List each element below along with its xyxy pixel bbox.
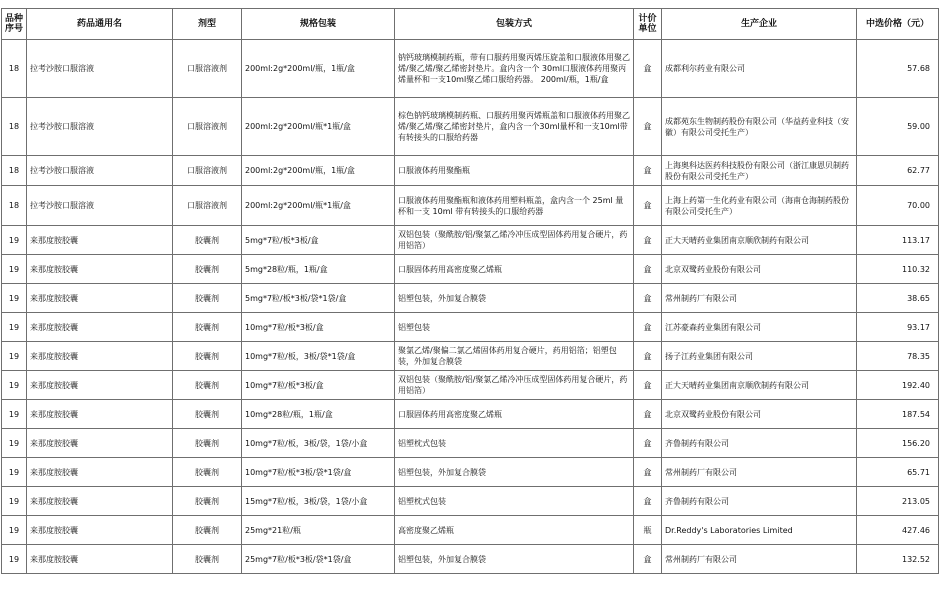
table-row [2,545,939,574]
cell-seq: 19 [2,545,27,574]
cell-unit: 盒 [634,342,662,371]
cell-form: 胶囊剂 [173,342,242,371]
cell-price: 213.05 [857,487,939,516]
header-name: 药品通用名 [27,9,173,40]
cell-name: 来那度胺胶囊 [27,342,173,371]
cell-name: 来那度胺胶囊 [27,313,173,342]
cell-pack: 钠钙玻璃模制药瓶，带有口服药用聚丙烯压旋盖和口服液体用聚乙烯/聚乙烯/聚乙烯密封垫片。盒内含一个 30ml口服液体药用聚丙烯量杯和一支10ml聚乙烯口服给药器。 200ml/瓶，1瓶/盒 [395,40,634,98]
cell-pack: 口服固体药用高密度聚乙烯瓶 [395,255,634,284]
cell-unit: 盒 [634,255,662,284]
cell-unit: 瓶 [634,516,662,545]
cell-form: 胶囊剂 [173,516,242,545]
cell-name: 来那度胺胶囊 [27,545,173,574]
cell-maker: 齐鲁制药有限公司 [662,429,857,458]
cell-seq: 19 [2,371,27,400]
cell-price: 187.54 [857,400,939,429]
cell-name: 来那度胺胶囊 [27,400,173,429]
cell-maker: 北京双鹭药业股份有限公司 [662,400,857,429]
cell-form: 胶囊剂 [173,487,242,516]
cell-form: 胶囊剂 [173,371,242,400]
cell-maker: 江苏豪森药业集团有限公司 [662,313,857,342]
cell-pack: 铝塑枕式包装 [395,487,634,516]
cell-price: 70.00 [857,186,939,226]
cell-pack: 铝塑包装，外加复合膜袋 [395,284,634,313]
cell-unit: 盒 [634,545,662,574]
cell-form: 口服溶液剂 [173,40,242,98]
cell-seq: 18 [2,98,27,156]
cell-unit: 盒 [634,371,662,400]
cell-form: 胶囊剂 [173,313,242,342]
table-body [2,40,939,574]
cell-maker: 成都利尔药业有限公司 [662,40,857,98]
cell-name: 来那度胺胶囊 [27,226,173,255]
cell-price: 62.77 [857,156,939,186]
cell-maker: 上海奥科达医药科技股份有限公司（浙江康恩贝制药股份有限公司受托生产） [662,156,857,186]
cell-price: 156.20 [857,429,939,458]
table-row [2,98,939,156]
table-row [2,516,939,545]
table-row [2,186,939,226]
cell-unit: 盒 [634,487,662,516]
cell-spec: 200ml:2g*200ml/瓶*1瓶/盒 [242,186,395,226]
cell-price: 192.40 [857,371,939,400]
cell-maker: 常州制药厂有限公司 [662,545,857,574]
cell-form: 胶囊剂 [173,429,242,458]
table-row [2,458,939,487]
cell-maker: 常州制药厂有限公司 [662,284,857,313]
cell-unit: 盒 [634,284,662,313]
price-table-container [1,8,939,574]
cell-pack: 高密度聚乙烯瓶 [395,516,634,545]
cell-seq: 18 [2,156,27,186]
cell-spec: 10mg*7粒/板*3板/袋*1袋/盒 [242,458,395,487]
cell-name: 来那度胺胶囊 [27,371,173,400]
cell-form: 胶囊剂 [173,255,242,284]
cell-pack: 棕色钠钙玻璃模制药瓶、口服药用聚丙烯瓶盖和口服液体药用聚乙烯/聚乙烯/聚乙烯密封垫片，盒内含一个30ml量杯和一支10ml带有转接头的口服给药器 [395,98,634,156]
cell-maker: Dr.Reddy's Laboratories Limited [662,516,857,545]
cell-maker: 北京双鹭药业股份有限公司 [662,255,857,284]
cell-unit: 盒 [634,40,662,98]
cell-spec: 200ml:2g*200ml/瓶，1瓶/盒 [242,40,395,98]
cell-maker: 正大天晴药业集团南京顺欣制药有限公司 [662,371,857,400]
cell-price: 59.00 [857,98,939,156]
cell-spec: 25mg*7粒/板*3板/袋*1袋/盒 [242,545,395,574]
cell-pack: 口服固体药用高密度聚乙烯瓶 [395,400,634,429]
cell-name: 拉考沙胺口服溶液 [27,40,173,98]
cell-price: 78.35 [857,342,939,371]
cell-seq: 19 [2,226,27,255]
table-row [2,156,939,186]
cell-unit: 盒 [634,458,662,487]
cell-spec: 25mg*21粒/瓶 [242,516,395,545]
cell-pack: 铝塑包装，外加复合膜袋 [395,458,634,487]
table-row [2,487,939,516]
cell-spec: 10mg*7粒/板*3板/盒 [242,371,395,400]
cell-seq: 19 [2,255,27,284]
cell-form: 胶囊剂 [173,284,242,313]
cell-pack: 铝塑包装，外加复合膜袋 [395,545,634,574]
cell-form: 胶囊剂 [173,400,242,429]
cell-pack: 双铝包装（聚酰胺/铝/聚氯乙烯冷冲压成型固体药用复合硬片，药用铝箔） [395,226,634,255]
cell-price: 93.17 [857,313,939,342]
cell-maker: 常州制药厂有限公司 [662,458,857,487]
cell-pack: 铝塑包装 [395,313,634,342]
cell-price: 132.52 [857,545,939,574]
cell-seq: 18 [2,186,27,226]
header-price: 中选价格（元） [857,9,939,40]
cell-form: 胶囊剂 [173,458,242,487]
table-row [2,371,939,400]
cell-price: 57.68 [857,40,939,98]
cell-maker: 正大天晴药业集团南京顺欣制药有限公司 [662,226,857,255]
header-spec: 规格包装 [242,9,395,40]
cell-name: 拉考沙胺口服溶液 [27,156,173,186]
cell-name: 拉考沙胺口服溶液 [27,98,173,156]
cell-maker: 上海上药第一生化药业有限公司（海南仓海制药股份有限公司受托生产） [662,186,857,226]
cell-price: 113.17 [857,226,939,255]
cell-spec: 200ml:2g*200ml/瓶，1瓶/盒 [242,156,395,186]
cell-spec: 5mg*28粒/瓶，1瓶/盒 [242,255,395,284]
cell-unit: 盒 [634,313,662,342]
cell-maker: 成都苑东生物制药股份有限公司（华益药业科技（安徽）有限公司受托生产） [662,98,857,156]
cell-seq: 19 [2,342,27,371]
cell-spec: 10mg*7粒/板，3板/袋，1袋/小盒 [242,429,395,458]
cell-form: 胶囊剂 [173,545,242,574]
cell-seq: 18 [2,40,27,98]
header-form: 剂型 [173,9,242,40]
cell-seq: 19 [2,458,27,487]
cell-unit: 盒 [634,156,662,186]
cell-form: 口服溶液剂 [173,98,242,156]
cell-pack: 口服液体药用聚酯瓶 [395,156,634,186]
cell-price: 65.71 [857,458,939,487]
cell-unit: 盒 [634,400,662,429]
header-seq: 品种序号 [2,9,27,40]
header-row [2,9,939,40]
cell-maker: 扬子江药业集团有限公司 [662,342,857,371]
cell-pack: 铝塑枕式包装 [395,429,634,458]
cell-form: 胶囊剂 [173,226,242,255]
cell-spec: 10mg*7粒/板*3板/盒 [242,313,395,342]
cell-price: 427.46 [857,516,939,545]
cell-unit: 盒 [634,226,662,255]
cell-price: 38.65 [857,284,939,313]
cell-name: 来那度胺胶囊 [27,487,173,516]
cell-pack: 口服液体药用聚酯瓶和液体药用塑料瓶盖，盒内含一个 25ml 量杯和一支 10ml 带有转接头的口服给药器 [395,186,634,226]
cell-spec: 5mg*7粒/板*3板/袋*1袋/盒 [242,284,395,313]
cell-name: 来那度胺胶囊 [27,255,173,284]
cell-name: 来那度胺胶囊 [27,429,173,458]
cell-seq: 19 [2,400,27,429]
header-pack: 包装方式 [395,9,634,40]
cell-price: 110.32 [857,255,939,284]
header-unit: 计价单位 [634,9,662,40]
cell-form: 口服溶液剂 [173,186,242,226]
cell-spec: 15mg*7粒/板，3板/袋，1袋/小盒 [242,487,395,516]
price-table [1,8,939,574]
cell-form: 口服溶液剂 [173,156,242,186]
cell-seq: 19 [2,284,27,313]
table-row [2,429,939,458]
cell-name: 来那度胺胶囊 [27,284,173,313]
cell-maker: 齐鲁制药有限公司 [662,487,857,516]
header-maker: 生产企业 [662,9,857,40]
cell-name: 来那度胺胶囊 [27,516,173,545]
cell-spec: 10mg*7粒/板，3板/袋*1袋/盒 [242,342,395,371]
table-row [2,313,939,342]
cell-seq: 19 [2,516,27,545]
cell-unit: 盒 [634,98,662,156]
cell-spec: 200ml:2g*200ml/瓶*1瓶/盒 [242,98,395,156]
table-row [2,342,939,371]
cell-unit: 盒 [634,429,662,458]
table-row [2,226,939,255]
cell-name: 拉考沙胺口服溶液 [27,186,173,226]
cell-unit: 盒 [634,186,662,226]
table-row [2,400,939,429]
table-row [2,255,939,284]
cell-name: 来那度胺胶囊 [27,458,173,487]
cell-seq: 19 [2,313,27,342]
table-row [2,40,939,98]
cell-pack: 聚氯乙烯/聚偏二氯乙烯固体药用复合硬片，药用铝箔；铝塑包装，外加复合膜袋 [395,342,634,371]
cell-seq: 19 [2,487,27,516]
cell-spec: 10mg*28粒/瓶，1瓶/盒 [242,400,395,429]
table-row [2,284,939,313]
cell-pack: 双铝包装（聚酰胺/铝/聚氯乙烯冷冲压成型固体药用复合硬片，药用铝箔） [395,371,634,400]
cell-spec: 5mg*7粒/板*3板/盒 [242,226,395,255]
cell-seq: 19 [2,429,27,458]
